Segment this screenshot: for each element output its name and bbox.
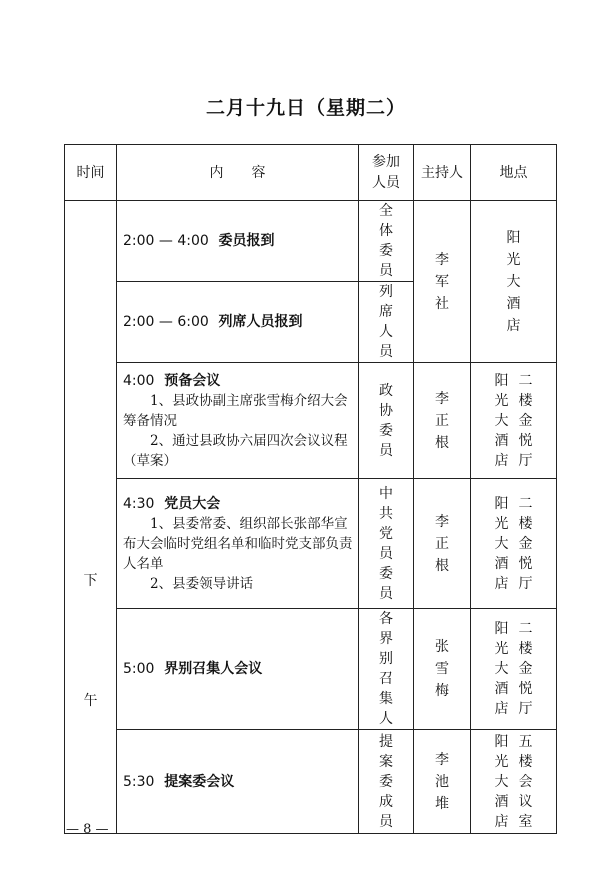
location-cell: 阳光大酒店 二楼金悦厅 (471, 363, 557, 479)
header-row (65, 145, 557, 201)
host-cell: 张雪梅 (414, 609, 471, 730)
session-content: 5:00 界别召集人会议 (117, 609, 359, 730)
header-host: 主持人 (414, 145, 471, 201)
period-top: 下 (83, 573, 98, 589)
host-cell: 李池堆 (414, 730, 471, 834)
location-cell: 阳光大酒店 (471, 201, 557, 363)
period-cell (65, 201, 117, 834)
host-cell: 李正根 (414, 363, 471, 479)
page-number: — 8 — (66, 822, 109, 837)
session-content: 4:30 党员大会 1、县委常委、组织部长张部华宣布大会临时党组名单和临时党支部负责人名单 2、县委领导讲话 (117, 479, 359, 609)
session-content: 2:00 — 4:00 委员报到 (117, 201, 359, 282)
attendees-cell: 政协委员 (359, 363, 414, 479)
attendees-cell: 各界别召集人 (359, 609, 414, 730)
table-row (65, 363, 557, 479)
page-title: 二月十九日（星期二） (205, 97, 406, 119)
session-content: 4:00 预备会议 1、县政协副主席张雪梅介绍大会筹备情况 2、通过县政协六届四次会议议程（草案） (117, 363, 359, 479)
location-cell: 阳光大酒店 二楼金悦厅 (471, 609, 557, 730)
attendees-cell: 提案委成员 (359, 730, 414, 834)
schedule-table (64, 144, 557, 834)
location-cell: 阳光大酒店 五楼会议室 (471, 730, 557, 834)
header-time: 时间 (65, 145, 117, 201)
period-bottom: 午 (83, 693, 98, 709)
attendees-cell: 中共党员委员 (359, 479, 414, 609)
table-row (65, 730, 557, 834)
session-content: 5:30 提案委会议 (117, 730, 359, 834)
table-row (65, 609, 557, 730)
table-row (65, 479, 557, 609)
attendees-cell: 列席人员 (359, 282, 414, 363)
header-location: 地点 (471, 145, 557, 201)
host-cell: 李正根 (414, 479, 471, 609)
attendees-cell: 全体委员 (359, 201, 414, 282)
location-cell: 阳光大酒店 二楼金悦厅 (471, 479, 557, 609)
header-attendees: 参加人员 (359, 145, 414, 201)
session-content: 2:00 — 6:00 列席人员报到 (117, 282, 359, 363)
header-content: 内 容 (117, 145, 359, 201)
host-cell: 李军社 (414, 201, 471, 363)
table-row (65, 201, 557, 282)
